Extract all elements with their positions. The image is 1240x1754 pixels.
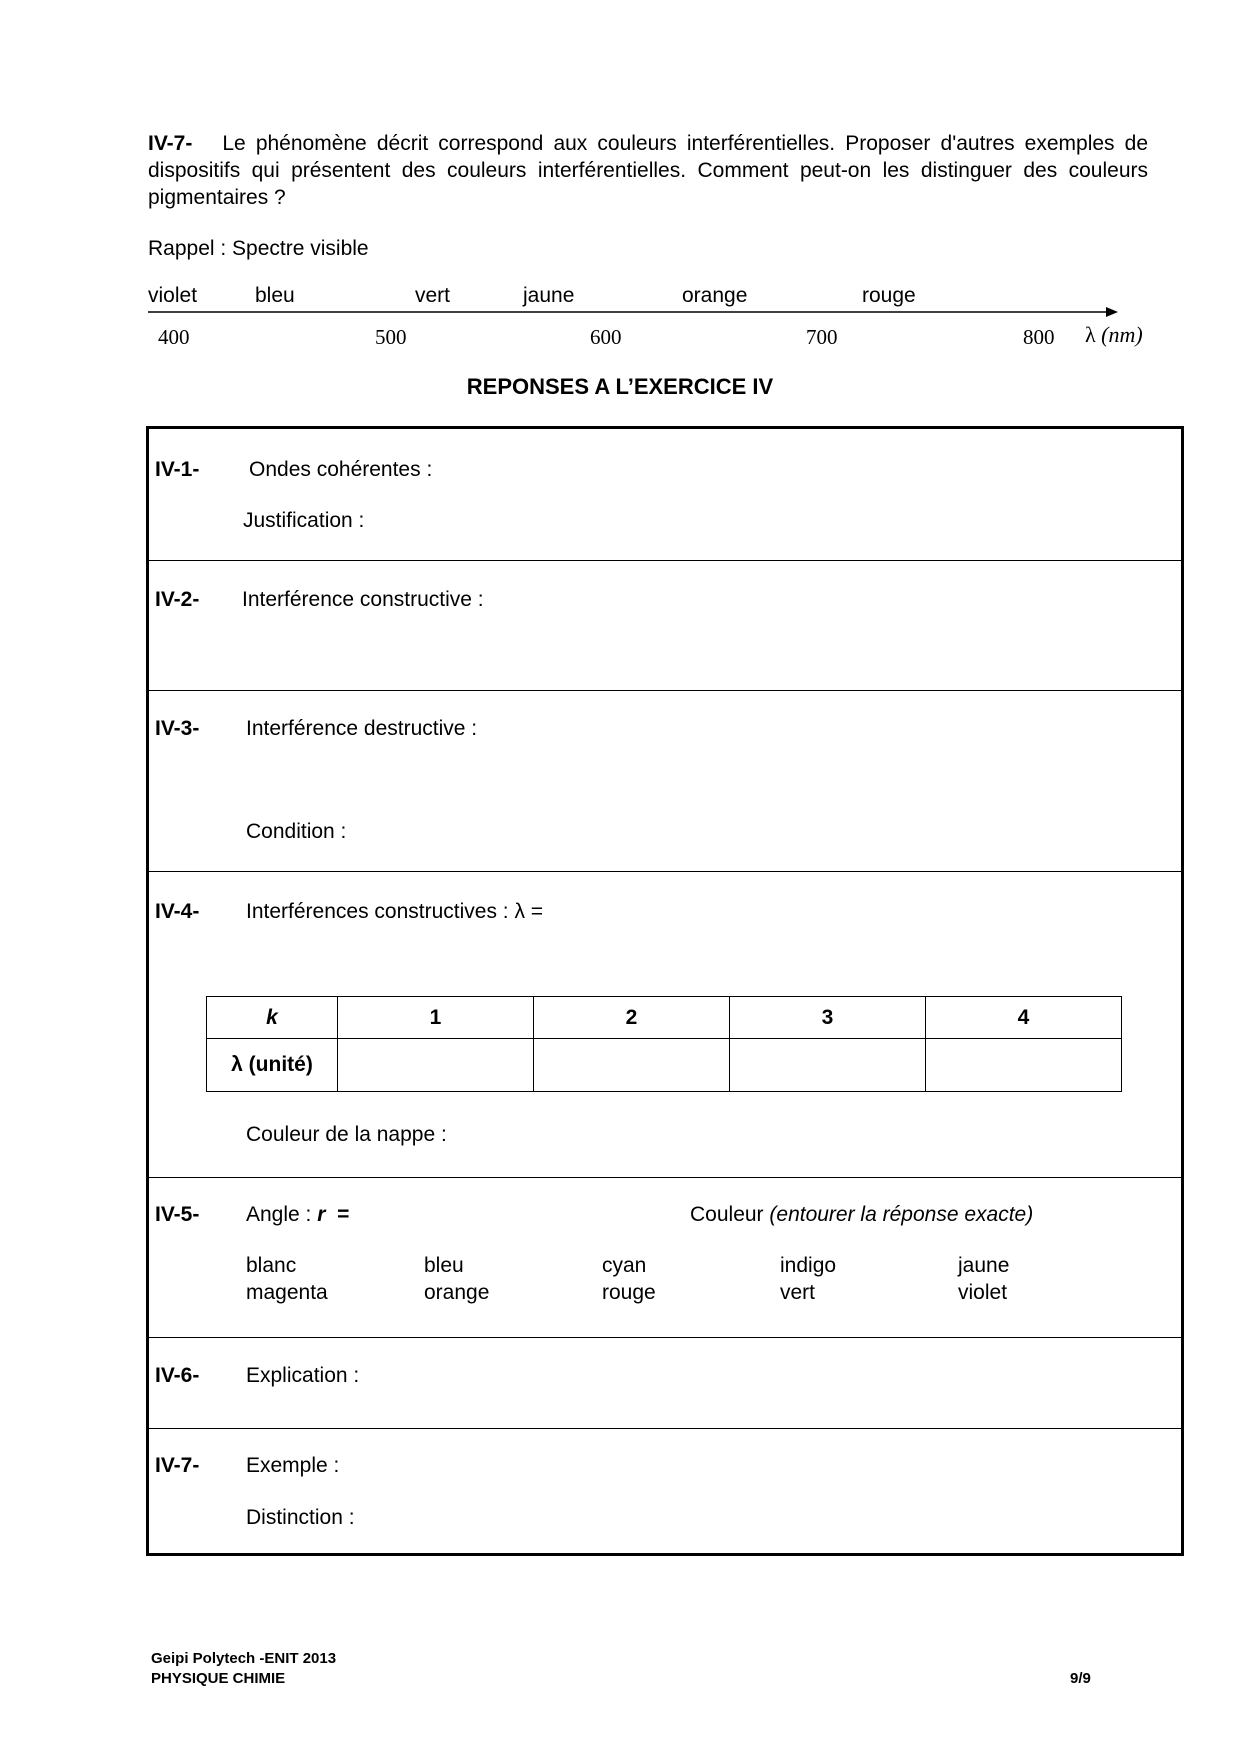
answer-iv7-distinction: Distinction : bbox=[246, 1506, 355, 1529]
answer-iv5-angle: Angle : r = bbox=[246, 1203, 350, 1226]
wavelength-table-answer-row bbox=[207, 1039, 1122, 1092]
table-row-label: λ (unité) bbox=[207, 1039, 338, 1092]
row-divider bbox=[146, 1177, 1184, 1178]
footer-exam-name: Geipi Polytech -ENIT 2013 bbox=[151, 1650, 337, 1667]
color-choice-jaune[interactable]: jaune bbox=[958, 1254, 1010, 1277]
answer-number-iv5: IV-5- bbox=[155, 1203, 200, 1226]
answer-iv6-label: Explication : bbox=[246, 1364, 360, 1387]
spectrum-color-bleu: bleu bbox=[255, 284, 295, 307]
spectrum-color-violet: violet bbox=[148, 284, 198, 307]
answer-number-iv7: IV-7- bbox=[155, 1454, 200, 1477]
footer-page-number: 9/9 bbox=[1070, 1670, 1091, 1687]
answer-number-iv2: IV-2- bbox=[155, 588, 200, 611]
spectrum-color-orange: orange bbox=[682, 284, 748, 307]
spectrum-axis-label bbox=[1085, 322, 1143, 348]
spectrum-color-rouge: rouge bbox=[862, 284, 916, 307]
color-choice-cyan[interactable]: cyan bbox=[602, 1254, 647, 1277]
answer-number-iv1: IV-1- bbox=[155, 458, 200, 481]
lambda-symbol: λ bbox=[1085, 322, 1096, 347]
table-header-k: k bbox=[207, 997, 338, 1039]
color-choice-orange[interactable]: orange bbox=[424, 1281, 490, 1304]
question-number: IV-7- bbox=[148, 132, 193, 155]
answer-number-iv4: IV-4- bbox=[155, 900, 200, 923]
answer-iv3-label: Interférence destructive : bbox=[246, 717, 478, 740]
wavelength-table bbox=[206, 996, 1122, 1092]
question-text bbox=[148, 130, 1148, 211]
color-hint: (entourer la réponse exacte) bbox=[769, 1203, 1034, 1226]
spectrum-color-jaune: jaune bbox=[523, 284, 575, 307]
footer-subject: PHYSIQUE CHIMIE bbox=[151, 1670, 286, 1687]
answers-title: REPONSES A L’EXERCICE IV bbox=[466, 374, 774, 399]
table-header-cell: 4 bbox=[926, 997, 1122, 1039]
color-choice-magenta[interactable]: magenta bbox=[246, 1281, 328, 1304]
spectrum-color-vert: vert bbox=[415, 284, 451, 307]
color-choice-rouge[interactable]: rouge bbox=[602, 1281, 656, 1304]
table-header-cell: 1 bbox=[338, 997, 534, 1039]
answer-iv2-label: Interférence constructive : bbox=[242, 588, 484, 611]
spectrum-tick: 800 bbox=[1023, 325, 1055, 349]
answer-cell[interactable] bbox=[730, 1039, 926, 1092]
answer-iv7-example: Exemple : bbox=[246, 1454, 340, 1477]
answer-iv5-color-label: Couleur (entourer la réponse exacte) bbox=[690, 1203, 1034, 1226]
color-choice-violet[interactable]: violet bbox=[958, 1281, 1008, 1304]
spectrum-tick: 600 bbox=[590, 325, 622, 349]
color-choice-bleu[interactable]: bleu bbox=[424, 1254, 464, 1277]
spectrum-title: Rappel : Spectre visible bbox=[148, 237, 369, 260]
answer-iv4-label: Interférences constructives : λ = bbox=[246, 900, 544, 923]
answer-cell[interactable] bbox=[926, 1039, 1122, 1092]
answer-iv3-condition: Condition : bbox=[246, 820, 347, 843]
answer-cell[interactable] bbox=[534, 1039, 730, 1092]
answer-number-iv6: IV-6- bbox=[155, 1364, 200, 1387]
answer-cell[interactable] bbox=[338, 1039, 534, 1092]
spectrum-tick: 500 bbox=[375, 325, 407, 349]
color-choice-blanc[interactable]: blanc bbox=[246, 1254, 297, 1277]
color-choice-indigo[interactable]: indigo bbox=[780, 1254, 837, 1277]
table-header-cell: 3 bbox=[730, 997, 926, 1039]
answer-number-iv3: IV-3- bbox=[155, 717, 200, 740]
row-divider bbox=[146, 1428, 1184, 1429]
spectrum-tick: 700 bbox=[806, 325, 838, 349]
spectrum-tick: 400 bbox=[158, 325, 190, 349]
row-divider bbox=[146, 690, 1184, 691]
answer-iv1-justification: Justification : bbox=[243, 509, 365, 532]
question-body: Le phénomène décrit correspond aux couleurs interférentielles. Proposer d'autres exemples de dispositifs qui présentent des couleurs interférentielles. Comment peut-on les distinguer des couleurs pigmentaires ? bbox=[148, 132, 1148, 209]
color-choice-vert[interactable]: vert bbox=[780, 1281, 816, 1304]
answer-iv1-label: Ondes cohérentes : bbox=[249, 458, 433, 481]
table-header-cell: 2 bbox=[534, 997, 730, 1039]
row-divider bbox=[146, 871, 1184, 872]
axis-unit: (nm) bbox=[1101, 322, 1143, 347]
row-divider bbox=[146, 1337, 1184, 1338]
answer-iv4-color: Couleur de la nappe : bbox=[246, 1123, 447, 1146]
spectrum-axis-arrow bbox=[148, 306, 1118, 318]
wavelength-table-header-row bbox=[207, 997, 1122, 1039]
angle-variable: r bbox=[317, 1203, 326, 1226]
row-divider bbox=[146, 560, 1184, 561]
